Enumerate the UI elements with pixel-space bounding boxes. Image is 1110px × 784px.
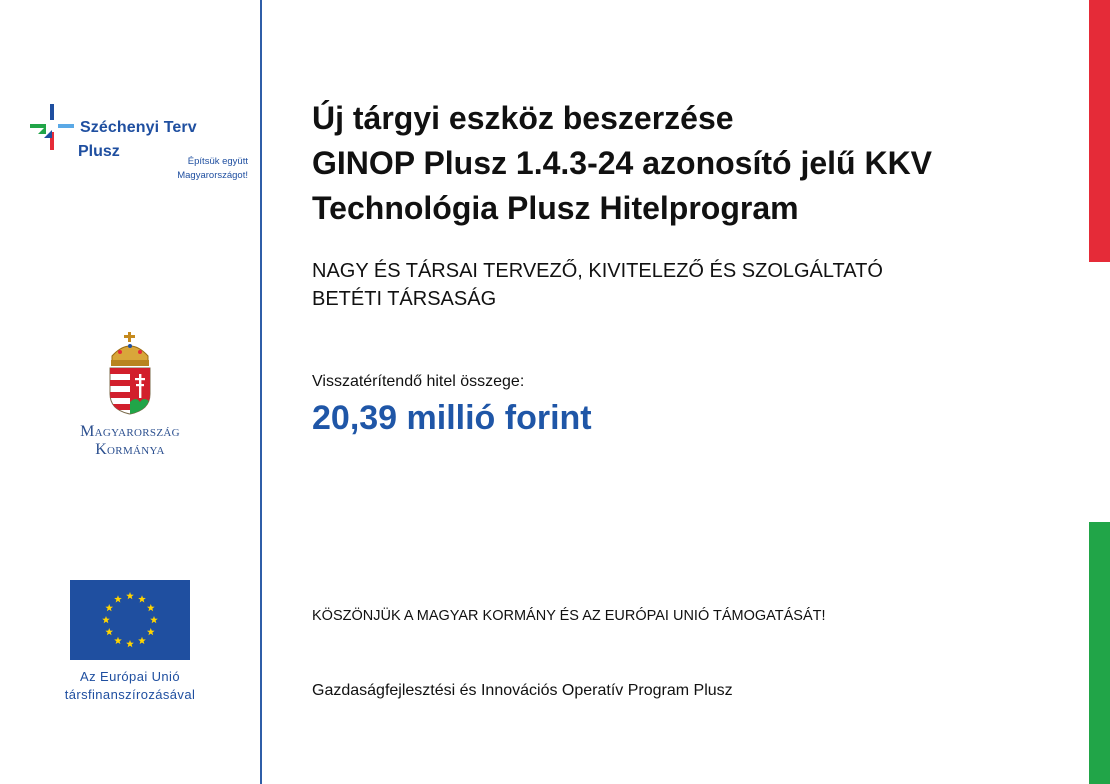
red-color-bar <box>1089 0 1110 262</box>
project-title <box>312 96 932 231</box>
szechenyi-title: Széchenyi Terv <box>80 119 197 136</box>
szechenyi-slogan <box>138 155 248 183</box>
thanks-statement: KÖSZÖNJÜK A MAGYAR KORMÁNY ÉS AZ EURÓPAI UNIÓ TÁMOGATÁSÁT! <box>312 608 826 624</box>
government-line-2: Kormánya <box>95 441 165 458</box>
hungarian-coat-of-arms-icon <box>106 332 154 416</box>
company-line-2: BETÉTI TÁRSASÁG <box>312 288 497 310</box>
green-color-bar <box>1089 522 1110 784</box>
government-logo-text <box>50 423 210 459</box>
title-line-1: Új tárgyi eszköz beszerzése <box>312 100 734 136</box>
amount-value: 20,39 millió forint <box>312 399 592 437</box>
eu-flag-icon <box>70 580 190 660</box>
program-name: Gazdaságfejlesztési és Innovációs Operatív Program Plusz <box>312 682 733 699</box>
szechenyi-cross-icon <box>30 104 76 154</box>
title-line-2: GINOP Plusz 1.4.3-24 azonosító jelű KKV <box>312 145 933 181</box>
eu-line-2: társfinanszírozásával <box>64 687 196 702</box>
slogan-line-2: Magyarországot! <box>177 170 248 181</box>
slogan-line-1: Építsük együtt <box>187 156 248 167</box>
government-line-1: Magyarország <box>80 423 180 440</box>
eu-line-1: Az Európai Unió <box>80 669 180 684</box>
company-line-1: NAGY ÉS TÁRSAI TERVEZŐ, KIVITELEZŐ ÉS SZOLGÁLTATÓ <box>312 260 883 282</box>
title-line-3: Technológia Plusz Hitelprogram <box>312 190 799 226</box>
vertical-divider <box>260 0 262 784</box>
szechenyi-terv-logo <box>30 104 248 190</box>
amount-label: Visszatérítendő hitel összege: <box>312 373 525 390</box>
beneficiary-name <box>312 257 883 313</box>
logo-column <box>0 0 260 784</box>
szechenyi-plus: Plusz <box>78 143 120 160</box>
eu-cofinancing-text <box>30 668 230 704</box>
main-content <box>312 0 1072 784</box>
